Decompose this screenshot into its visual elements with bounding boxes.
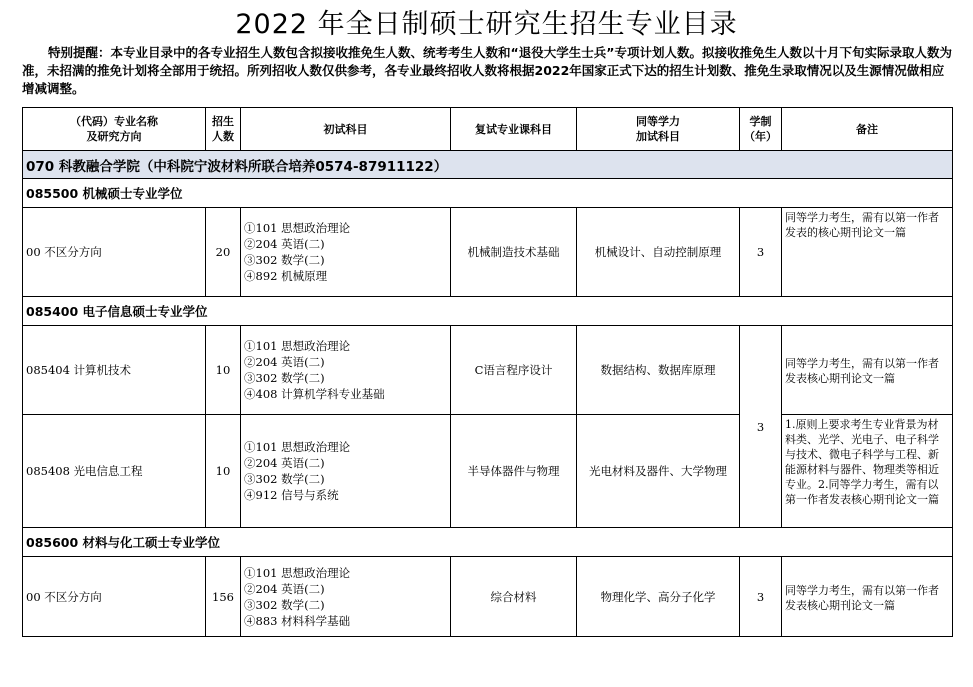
header-major: （代码）专业名称 及研究方向 xyxy=(23,108,206,151)
major-heading: 085500 机械硕士专业学位 xyxy=(23,179,953,208)
years-value: 3 xyxy=(740,208,782,297)
notice-lead: 特别提醒： xyxy=(48,45,111,60)
equivalent-subjects: 物理化学、高分子化学 xyxy=(577,557,740,637)
page-title: 2022 年全日制硕士研究生招生专业目录 xyxy=(235,9,738,40)
quota-value: 10 xyxy=(206,326,241,415)
remarks-text: 同等学力考生，需有以第一作者发表的核心期刊论文一篇 xyxy=(782,208,953,297)
remarks-text: 同等学力考生，需有以第一作者发表核心期刊论文一篇 xyxy=(782,326,953,415)
retest-subject: 半导体器件与物理 xyxy=(451,415,577,528)
equivalent-subjects: 数据结构、数据库原理 xyxy=(577,326,740,415)
major-heading-row xyxy=(23,179,953,208)
header-row xyxy=(23,108,953,151)
header-equivalent-subjects: 同等学力 加试科目 xyxy=(577,108,740,151)
major-heading: 085600 材料与化工硕士专业学位 xyxy=(23,528,953,557)
remarks-text: 同等学力考生，需有以第一作者发表核心期刊论文一篇 xyxy=(782,557,953,637)
major-heading: 085400 电子信息硕士专业学位 xyxy=(23,297,953,326)
remarks-text: 1.原则上要求考生专业背景为材料类、光学、光电子、电子科学与技术、微电子科学与工程、新能源材料与器件、物理类等相近专业。2.同等学力考生，需有以第一作者发表核心期刊论文一篇 xyxy=(782,415,953,528)
notice-text: 本专业目录中的各专业招生人数包含拟接收推免生人数、统考考生人数和“退役大学生士兵”专项计划人数。拟接收推免生人数以十月下旬实际录取人数为准，未招满的推免计划将全部用于统招。所列招收人数仅供参考，各专业最终招收人数将根据2022年国家正式下达的招生计划数、推免生录取情况以及生源情况做相应增减调整。 xyxy=(22,45,952,96)
quota-value: 10 xyxy=(206,415,241,528)
equivalent-subjects: 光电材料及器件、大学物理 xyxy=(577,415,740,528)
catalog-table xyxy=(22,107,953,637)
quota-value: 156 xyxy=(206,557,241,637)
years-value: 3 xyxy=(740,326,782,528)
header-quota: 招生 人数 xyxy=(206,108,241,151)
college-row xyxy=(23,151,953,179)
table-row xyxy=(23,415,953,528)
major-heading-row xyxy=(23,297,953,326)
initial-subjects: ①101 思想政治理论 ②204 英语(二) ③302 数学(二) ④408 计算机学科专业基础 xyxy=(241,326,451,415)
header-initial-subjects: 初试科目 xyxy=(241,108,451,151)
header-years: 学制 （年） xyxy=(740,108,782,151)
initial-subjects: ①101 思想政治理论 ②204 英语(二) ③302 数学(二) ④883 材料科学基础 xyxy=(241,557,451,637)
header-remarks: 备注 xyxy=(782,108,953,151)
direction-name: 00 不区分方向 xyxy=(23,557,206,637)
equivalent-subjects: 机械设计、自动控制原理 xyxy=(577,208,740,297)
header-retest-subjects: 复试专业课科目 xyxy=(451,108,577,151)
direction-name: 00 不区分方向 xyxy=(23,208,206,297)
direction-name: 085404 计算机技术 xyxy=(23,326,206,415)
retest-subject: 综合材料 xyxy=(451,557,577,637)
table-row xyxy=(23,326,953,415)
major-heading-row xyxy=(23,528,953,557)
table-row xyxy=(23,208,953,297)
notice-paragraph xyxy=(22,44,952,98)
college-name: 070 科教融合学院（中科院宁波材料所联合培养0574-87911122） xyxy=(23,151,953,179)
table-row xyxy=(23,557,953,637)
retest-subject: C语言程序设计 xyxy=(451,326,577,415)
quota-value: 20 xyxy=(206,208,241,297)
retest-subject: 机械制造技术基础 xyxy=(451,208,577,297)
direction-name: 085408 光电信息工程 xyxy=(23,415,206,528)
initial-subjects: ①101 思想政治理论 ②204 英语(二) ③302 数学(二) ④892 机械原理 xyxy=(241,208,451,297)
years-value: 3 xyxy=(740,557,782,637)
initial-subjects: ①101 思想政治理论 ②204 英语(二) ③302 数学(二) ④912 信号与系统 xyxy=(241,415,451,528)
